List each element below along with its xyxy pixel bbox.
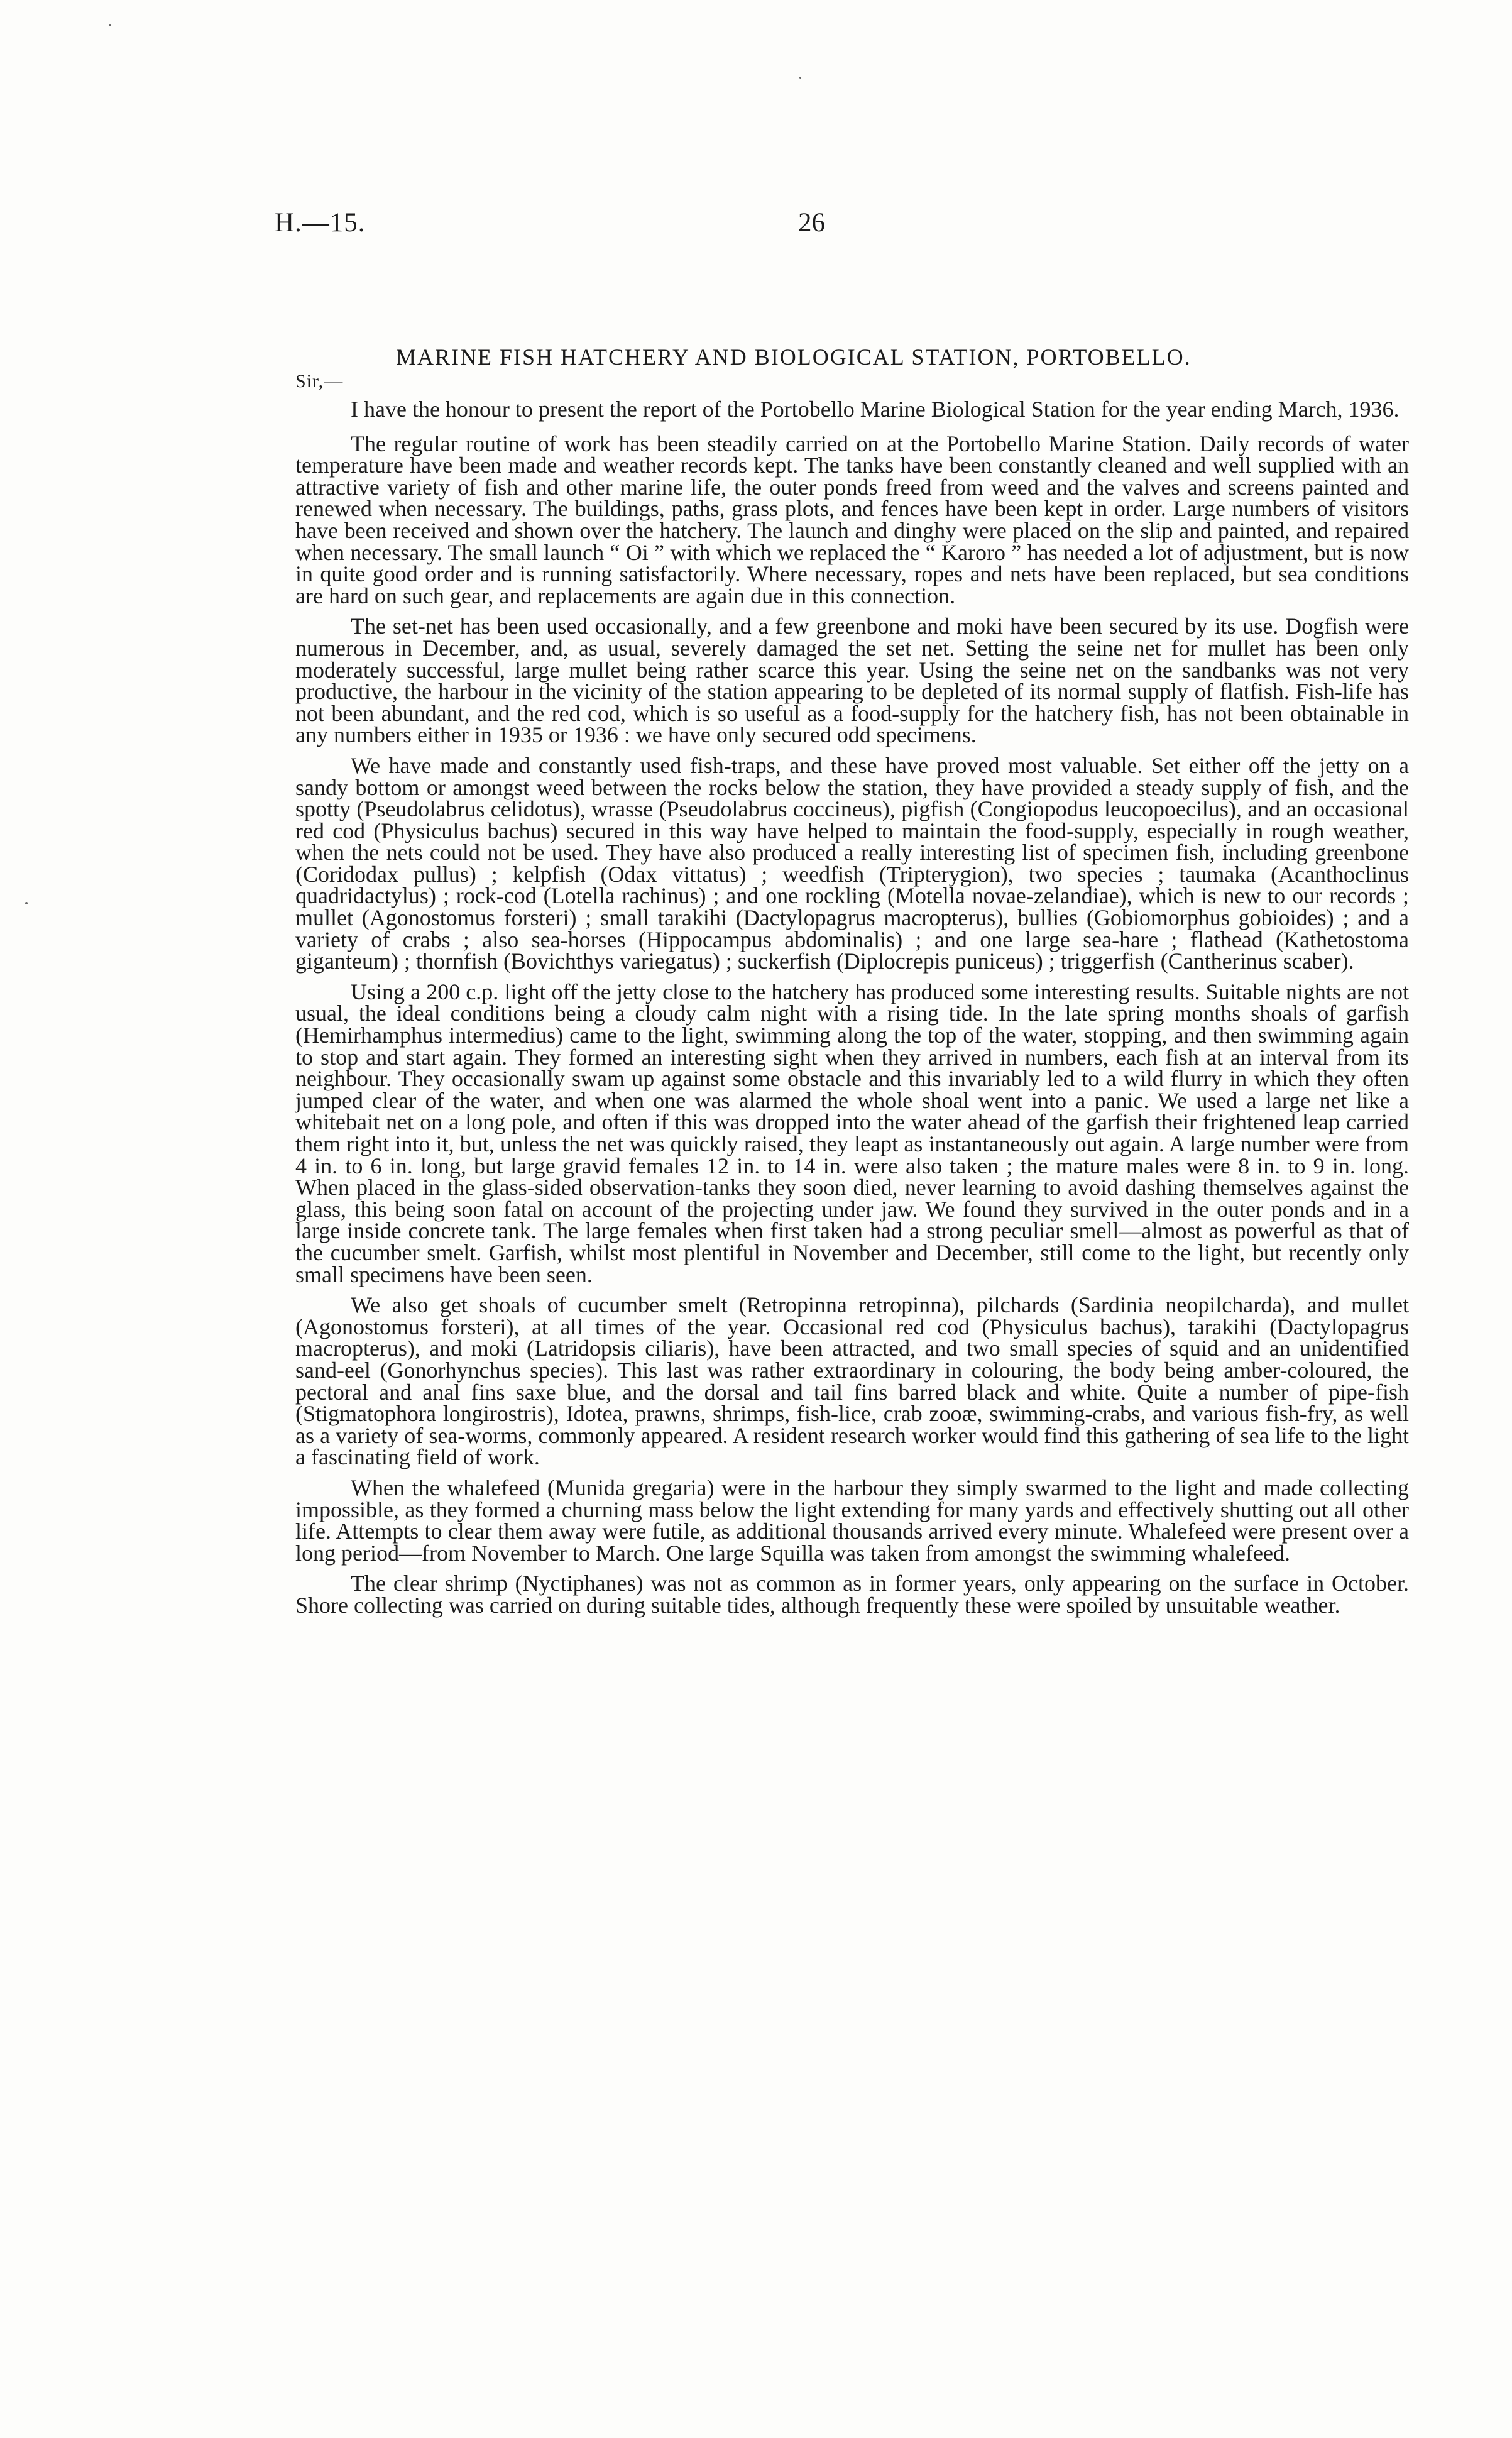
document-code: H.—15.	[275, 208, 366, 238]
salutation: Sir,—	[295, 371, 344, 392]
paragraph: When the whalefeed (Munida gregaria) were in the harbour they simply swarmed to the light and made collecting impossible, as they formed a churning mass below the light extending for many yards and effectively shutting out all other life. Attempts to clear them away were futile, as additional thousands arrived every minute. Whalefeed were present over a long period—from November to March. One large Squilla was taken from amongst the swimming whalefeed.	[295, 1474, 1409, 1566]
paragraph: The regular routine of work has been steadily carried on at the Portobello Marine Station. Daily records of water temperature have been made and weather records kept. The tanks have been constantly cleaned and well supplied with an attractive variety of fish and other marine life, the outer ponds freed from weed and the valves and screens painted and renewed when necessary. The buildings, paths, grass plots, and fences have been kept in order. Large numbers of visitors have been received and shown over the hatchery. The launch and dinghy were placed on the slip and painted, and repaired when necessary. The small launch “ Oi ” with which we replaced the “ Karoro ” has needed a lot of adjustment, but is now in quite good order and is running satisfactorily. Where necessary, ropes and nets have been replaced, but sea conditions are hard on such gear, and replacements are again due in this connection.	[295, 431, 1409, 608]
paragraph: We have made and constantly used fish-traps, and these have proved most valuable. Set either off the jetty on a sandy bottom or amongst weed between the rocks below the station, they have provided a steady supply of fish, and the spotty (Pseudolabrus celidotus), wrasse (Pseudolabrus coccineus), pigfish (Congiopodus leucopoecilus), and an occasional red cod (Physiculus bachus) secured in this way have helped to maintain the food-supply, especially in rough weather, when the nets could not be used. They have also produced a really interesting list of specimen fish, including greenbone (Coridodax pullus) ; kelpfish (Odax vittatus) ; weedfish (Tripterygion), two species ; taumaka (Acanthoclinus quadridactylus) ; rock-cod (Lotella rachinus) ; and one rockling (Motella novae-zelandiae), which is new to our records ; mullet (Agonostomus forsteri) ; small tarakihi (Dactylopagrus macropterus), bullies (Gobiomorphus gobioides) ; and a variety of crabs ; also sea-horses (Hippocampus abdominalis) ; and one large sea-hare ; flathead (Kathetostoma giganteum) ; thornfish (Bovichthys variegatus) ; suckerfish (Diplocrepis puniceus) ; triggerfish (Cantherinus scaber).	[295, 752, 1409, 974]
page-number: 26	[798, 208, 825, 238]
paragraph: I have the honour to present the report of the Portobello Marine Biological Station for the year ending March, 1936.	[351, 397, 1400, 422]
report-body	[295, 398, 1409, 1625]
scan-speck	[799, 77, 801, 79]
report-title: MARINE FISH HATCHERY AND BIOLOGICAL STATION, PORTOBELLO.	[396, 344, 1192, 370]
scan-speck	[25, 902, 28, 904]
paragraph: Using a 200 c.p. light off the jetty close to the hatchery has produced some interesting results. Suitable nights are not usual, the ideal conditions being a cloudy calm night with a rising tide. In the late spring months shoals of garfish (Hemirhamphus intermedius) came to the light, swimming along the top of the water, stopping, and then swimming again to stop and start again. They formed an interesting sight when they arrived in numbers, each fish at an interval from its neighbour. They occasionally swam up against some obstacle and this invariably led to a wild flurry in which they often jumped clear of the water, and when one was alarmed the whole shoal went into a panic. We used a large net like a whitebait net on a long pole, and often if this was dropped into the water ahead of the garfish their frightened leap carried them right into it, but, unless the net was quickly raised, they leapt as instantaneously out again. A large number were from 4 in. to 6 in. long, but large gravid females 12 in. to 14 in. were also taken ; the mature males were 8 in. to 9 in. long. When placed in the glass-sided observation-tanks they soon died, never learning to avoid dashing themselves against the glass, this being soon fatal on account of the projecting under jaw. We found they survived in the outer ponds and in a large inside concrete tank. The large females when first taken had a strong peculiar smell—almost as powerful as that of the cucumber smelt. Garfish, whilst most plentiful in November and December, still come to the light, but recently only small specimens have been seen.	[295, 979, 1409, 1287]
paragraph: We also get shoals of cucumber smelt (Retropinna retropinna), pilchards (Sardinia neopilcharda), and mullet (Agonostomus forsteri), at all times of the year. Occasional red cod (Physiculus bachus), tarakihi (Dactylopagrus macropterus), and moki (Latridopsis ciliaris), have been attracted, and two small species of squid and an unidentified sand-eel (Gonorhynchus species). This last was rather extraordinary in colouring, the body being amber-coloured, the pectoral and anal fins saxe blue, and the dorsal and tail fins barred black and white. Quite a number of pipe-fish (Stigmatophora longirostris), Idotea, prawns, shrimps, fish-lice, crab zooæ, swimming-crabs, and various fish-fry, as well as a variety of sea-worms, commonly appeared. A resident research worker would find this gathering of sea life to the light a fascinating field of work.	[295, 1292, 1409, 1470]
paragraph: The set-net has been used occasionally, and a few greenbone and moki have been secured by its use. Dogfish were numerous in December, and, as usual, severely damaged the set net. Setting the seine net for mullet has been only moderately successful, large mullet being rather scarce this year. Using the seine net on the sandbanks was not very productive, the harbour in the vicinity of the station appearing to be depleted of its normal supply of flatfish. Fish-life has not been abundant, and the red cod, which is so useful as a food-supply for the hatchery fish, has not been obtainable in any numbers either in 1935 or 1936 : we have only secured odd specimens.	[295, 613, 1409, 748]
paragraph: The clear shrimp (Nyctiphanes) was not as common as in former years, only appearing on the surface in October. Shore collecting was carried on during suitable tides, although frequently these were spoiled by unsuitable weather.	[295, 1571, 1409, 1618]
scan-speck	[109, 24, 111, 26]
